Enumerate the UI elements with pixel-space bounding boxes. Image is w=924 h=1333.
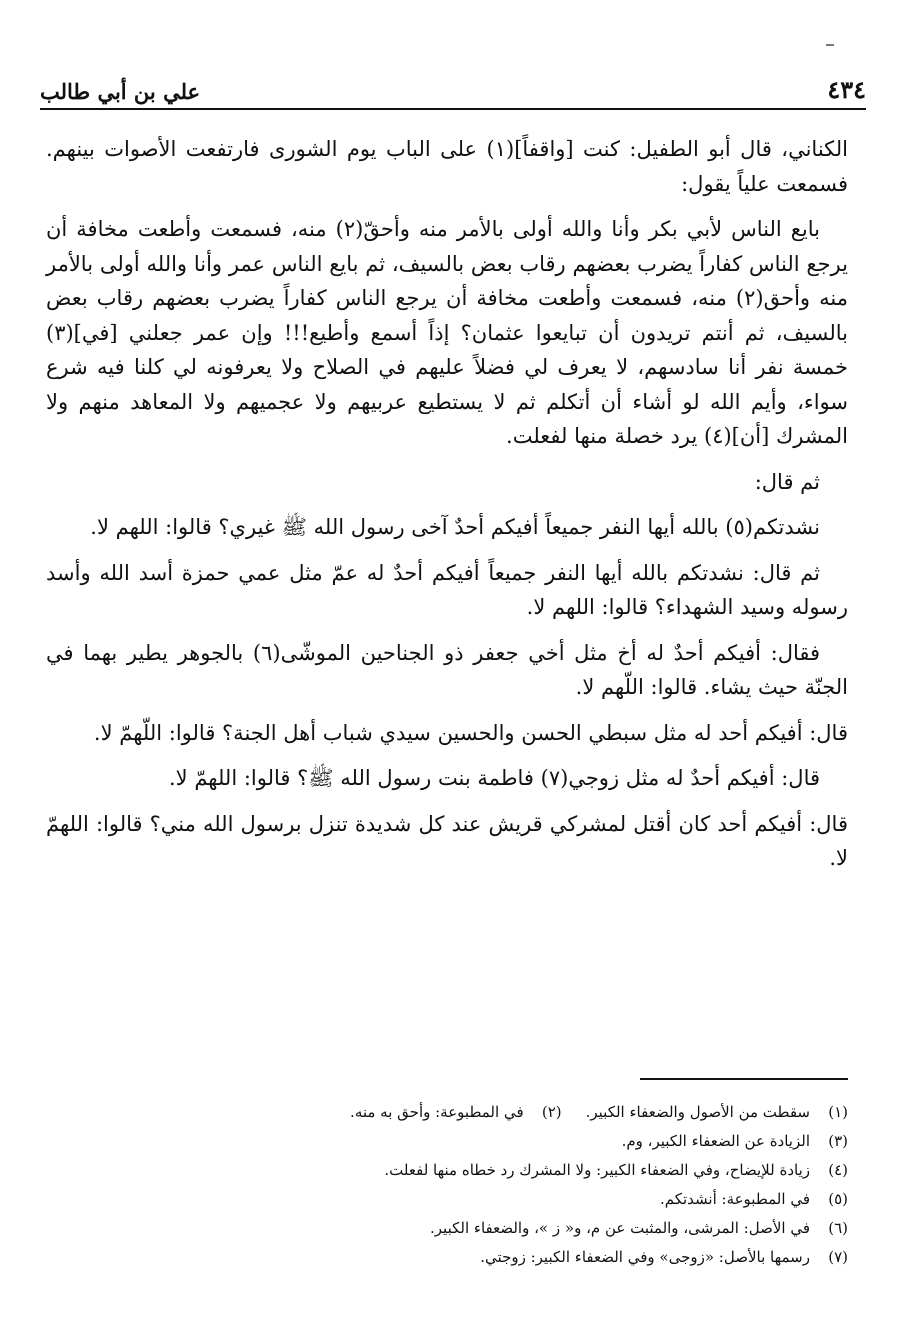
footnote-6: [46, 1214, 848, 1243]
running-title: علي بن أبي طالب: [40, 79, 201, 104]
paragraph-then-said: ثم قال:: [754, 469, 820, 494]
footnote-7: [46, 1243, 848, 1272]
main-text: [46, 132, 848, 887]
paragraph-oath-1: نشدتكم(٥) بالله أيها النفر جميعاً أفيكم أحدٌ آخى رسول الله ﷺ غيري؟ قالوا: اللهم لا.: [90, 515, 820, 539]
footnote-number: (٧): [828, 1248, 848, 1266]
footnotes: [46, 1098, 848, 1272]
paragraph-oath-2: ثم قال: نشدتكم بالله أيها النفر جميعاً أفيكم أحدٌ له عمّ مثل عمي حمزة أسد الله وأسد رسوله وسيد الشهداء؟ قالوا: اللهم لا.: [46, 560, 848, 619]
footnote-row: [46, 1098, 848, 1127]
footnote-text: الزيادة عن الضعفاء الكبير، وم.: [621, 1132, 810, 1150]
footnote-text: في الأصل: المرشى، والمثبت عن م، و« ز »، والضعفاء الكبير.: [430, 1219, 810, 1237]
page-number: ٤٣٤: [827, 75, 866, 104]
paragraph-oath-5: قال: أفيكم أحدٌ له مثل زوجي(٧) فاطمة بنت رسول الله ﷺ؟ قالوا: اللهمّ لا.: [169, 766, 820, 790]
paragraph-oath-6: قال: أفيكم أحد كان أقتل لمشركي قريش عند كل شديدة تنزل برسول الله مني؟ قالوا: اللهمّ لا.: [46, 811, 848, 870]
footnote-separator: [640, 1078, 848, 1080]
footnote-1: [586, 1098, 848, 1127]
footnote-number: (٢): [541, 1103, 562, 1121]
paragraph-speech: بايع الناس لأبي بكر وأنا والله أولى بالأمر منه وأحقّ(٢) منه، فسمعت وأطعت مخافة أن يرجع الناس كفاراً يضرب بعضهم رقاب بعض بالسيف، ثم بايع الناس عمر وأنا والله أولى بالأمر منه وأحق(٢) منه، فسمعت وأطعت مخافة أن يرجع الناس كفاراً يضرب بعضهم رقاب بعض بالسيف، ثم أنتم تريدون أن تبايعوا عثمان؟ إذاً أسمع وأطيع!!! وإن عمر جعلني [في](٣) خمسة نفر أنا سادسهم، لا يعرف لي فضلاً عليهم في الصلاح ولا يعرفونه لي كلنا فيه شرع سواء، وأيم الله لو أشاء أن أتكلم ثم لا يستطيع عربيهم ولا عجميهم ولا المعاهد منهم ولا المشرك [أن](٤) يرد خصلة منها لفعلت.: [46, 217, 848, 448]
footnote-2: [350, 1098, 562, 1127]
footnote-4: [46, 1156, 848, 1185]
footnote-text: سقطت من الأصول والضعفاء الكبير.: [585, 1103, 810, 1121]
footnote-3: [46, 1127, 848, 1156]
footnote-text: في المطبوعة: وأحق به منه.: [350, 1103, 524, 1121]
page-header: [40, 68, 866, 110]
footnote-text: رسمها بالأصل: «زوجى» وفي الضعفاء الكبير: زوجتي.: [480, 1248, 810, 1266]
footnote-number: (٥): [828, 1190, 848, 1208]
footnote-number: (١): [828, 1103, 848, 1121]
scan-speck: [826, 44, 834, 46]
paragraph-oath-3: فقال: أفيكم أحدٌ له أخ مثل أخي جعفر ذو الجناحين الموشّى(٦) بالجوهر يطير بهما في الجنّة حيث يشاء. قالوا: اللّهم لا.: [46, 640, 848, 699]
footnote-number: (٦): [828, 1219, 848, 1237]
footnote-text: في المطبوعة: أنشدتكم.: [659, 1190, 810, 1208]
footnote-number: (٣): [828, 1132, 848, 1150]
paragraph-oath-4: قال: أفيكم أحد له مثل سبطي الحسن والحسين سيدي شباب أهل الجنة؟ قالوا: اللّهمّ لا.: [93, 720, 848, 745]
footnote-text: زيادة للإيضاح، وفي الضعفاء الكبير: ولا المشرك رد خطاه منها لفعلت.: [384, 1161, 810, 1179]
footnote-5: [46, 1185, 848, 1214]
paragraph-intro: الكناني، قال أبو الطفيل: كنت [واقفاً](١) على الباب يوم الشورى فارتفعت الأصوات بينهم. فسمعت علياً يقول:: [46, 137, 848, 196]
footnote-number: (٤): [828, 1161, 848, 1179]
